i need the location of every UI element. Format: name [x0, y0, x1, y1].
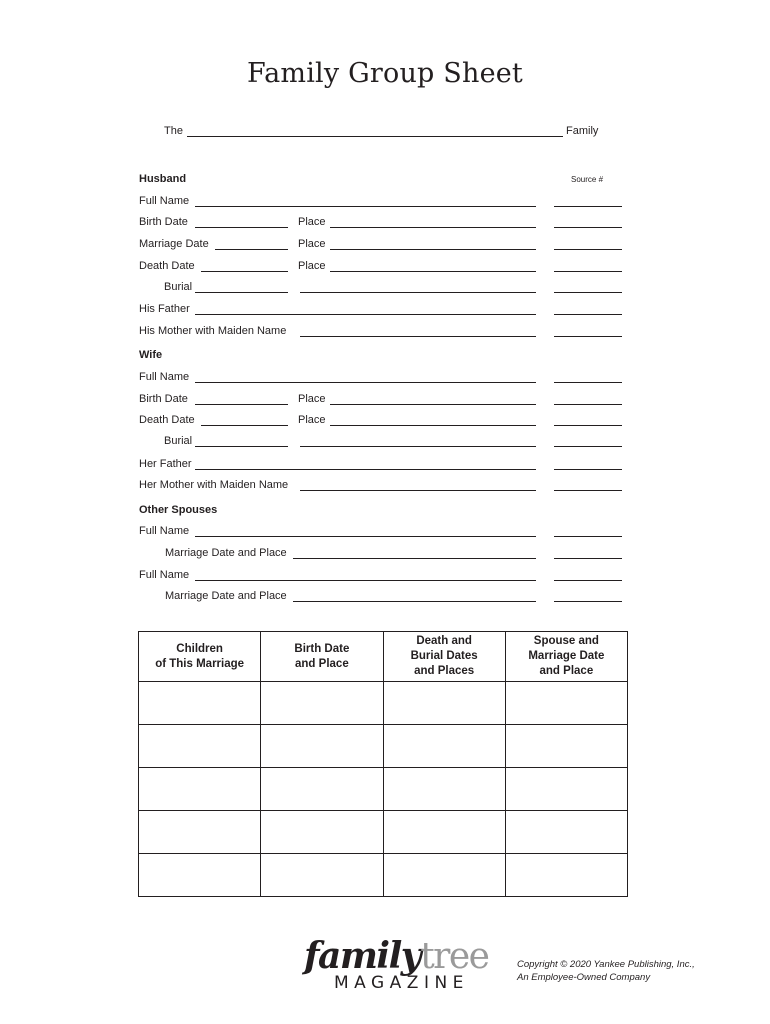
husband-burial-date-line[interactable] [195, 292, 288, 293]
other-spouse-1-full-name-source-line[interactable] [554, 536, 622, 537]
family-prefix: The [164, 125, 183, 137]
table-cell[interactable] [139, 768, 261, 811]
wife-death-date-label: Death Date [139, 414, 195, 426]
wife-birth-source-line[interactable] [554, 404, 622, 405]
table-cell[interactable] [261, 725, 383, 768]
wife-birth-place-line[interactable] [330, 404, 536, 405]
table-row [139, 768, 628, 811]
wife-father-source-line[interactable] [554, 469, 622, 470]
wife-father-label: Her Father [139, 458, 192, 470]
children-table-header [139, 632, 628, 682]
table-cell[interactable] [261, 811, 383, 854]
husband-burial-source-line[interactable] [554, 292, 622, 293]
table-cell[interactable] [139, 854, 261, 897]
wife-burial-label: Burial [164, 435, 193, 447]
wife-burial-date-line[interactable] [195, 446, 288, 447]
family-suffix: Family [566, 125, 599, 137]
husband-marriage-date-line[interactable] [215, 249, 288, 250]
table-cell[interactable] [505, 854, 627, 897]
wife-heading: Wife [139, 349, 163, 361]
page-title: Family Group Sheet [247, 58, 523, 89]
husband-death-date-line[interactable] [201, 271, 288, 272]
wife-full-name-line[interactable] [195, 382, 536, 383]
other-spouse-2-full-name-source-line[interactable] [554, 580, 622, 581]
husband-birth-place-label: Place [298, 216, 326, 228]
other-spouse-1-marriage-source-line[interactable] [554, 558, 622, 559]
table-cell[interactable] [505, 682, 627, 725]
husband-death-place-label: Place [298, 260, 326, 272]
wife-death-source-line[interactable] [554, 425, 622, 426]
wife-burial-place-line[interactable] [300, 446, 536, 447]
table-cell[interactable] [261, 854, 383, 897]
wife-mother-label: Her Mother with Maiden Name [139, 479, 289, 491]
husband-heading: Husband [139, 173, 187, 185]
husband-marriage-source-line[interactable] [554, 249, 622, 250]
husband-birth-place-line[interactable] [330, 227, 536, 228]
husband-full-name-source-line[interactable] [554, 206, 622, 207]
husband-death-source-line[interactable] [554, 271, 622, 272]
wife-mother-line[interactable] [300, 490, 536, 491]
husband-mother-label: His Mother with Maiden Name [139, 325, 287, 337]
husband-father-line[interactable] [195, 314, 536, 315]
husband-birth-date-label: Birth Date [139, 216, 188, 228]
other-spouse-2-marriage-source-line[interactable] [554, 601, 622, 602]
wife-death-date-line[interactable] [201, 425, 288, 426]
wife-full-name-source-line[interactable] [554, 382, 622, 383]
husband-father-label: His Father [139, 303, 190, 315]
table-row [139, 725, 628, 768]
husband-marriage-place-line[interactable] [330, 249, 536, 250]
other-spouse-2-marriage-line[interactable] [293, 601, 536, 602]
table-cell[interactable] [383, 682, 505, 725]
table-row [139, 811, 628, 854]
logo-word-tree: tree [420, 936, 489, 977]
table-row [139, 854, 628, 897]
table-cell[interactable] [139, 725, 261, 768]
husband-marriage-place-label: Place [298, 238, 326, 250]
table-cell[interactable] [505, 725, 627, 768]
wife-death-place-label: Place [298, 414, 326, 426]
copyright-notice [517, 958, 695, 984]
other-spouse-1-full-name-label: Full Name [139, 525, 190, 537]
wife-father-line[interactable] [195, 469, 536, 470]
family-name-line[interactable] [187, 136, 563, 137]
children-table [138, 631, 628, 897]
husband-father-source-line[interactable] [554, 314, 622, 315]
table-row [139, 682, 628, 725]
other-spouse-1-marriage-label: Marriage Date and Place [165, 547, 287, 559]
husband-full-name-label: Full Name [139, 195, 190, 207]
other-spouse-2-full-name-label: Full Name [139, 569, 190, 581]
other-spouse-1-marriage-line[interactable] [293, 558, 536, 559]
other-spouse-1-full-name-line[interactable] [195, 536, 536, 537]
husband-death-place-line[interactable] [330, 271, 536, 272]
family-tree-magazine-logo [304, 935, 489, 996]
logo-wordmark [304, 936, 488, 977]
table-cell[interactable] [505, 768, 627, 811]
table-cell[interactable] [139, 682, 261, 725]
wife-mother-source-line[interactable] [554, 490, 622, 491]
husband-full-name-line[interactable] [195, 206, 536, 207]
husband-birth-date-line[interactable] [195, 227, 288, 228]
table-cell[interactable] [505, 811, 627, 854]
source-label: Source # [571, 175, 604, 184]
wife-birth-date-label: Birth Date [139, 393, 188, 405]
husband-burial-place-line[interactable] [300, 292, 536, 293]
copyright-line-2: An Employee-Owned Company [517, 972, 651, 983]
husband-burial-label: Burial [164, 281, 193, 293]
other-spouse-2-marriage-label: Marriage Date and Place [165, 590, 287, 602]
table-cell[interactable] [261, 682, 383, 725]
table-cell[interactable] [383, 854, 505, 897]
header-children: Children of This Marriage [139, 632, 261, 682]
table-cell[interactable] [261, 768, 383, 811]
wife-birth-date-line[interactable] [195, 404, 288, 405]
husband-mother-line[interactable] [300, 336, 536, 337]
header-death-burial: Death and Burial Dates and Places [383, 632, 505, 682]
husband-birth-source-line[interactable] [554, 227, 622, 228]
table-cell[interactable] [383, 725, 505, 768]
logo-word-magazine: MAGAZINE [334, 973, 469, 993]
husband-marriage-date-label: Marriage Date [139, 238, 209, 250]
wife-full-name-label: Full Name [139, 371, 190, 383]
wife-birth-place-label: Place [298, 393, 326, 405]
other-spouses-heading: Other Spouses [139, 504, 218, 516]
table-cell[interactable] [139, 811, 261, 854]
logo-word-family: family [304, 935, 421, 977]
wife-death-place-line[interactable] [330, 425, 536, 426]
husband-death-date-label: Death Date [139, 260, 195, 272]
header-birth: Birth Date and Place [261, 632, 383, 682]
table-cell[interactable] [383, 768, 505, 811]
copyright-line-1: Copyright © 2020 Yankee Publishing, Inc., [517, 959, 695, 970]
wife-burial-source-line[interactable] [554, 446, 622, 447]
table-cell[interactable] [383, 811, 505, 854]
header-spouse-marriage: Spouse and Marriage Date and Place [505, 632, 627, 682]
husband-mother-source-line[interactable] [554, 336, 622, 337]
other-spouse-2-full-name-line[interactable] [195, 580, 536, 581]
